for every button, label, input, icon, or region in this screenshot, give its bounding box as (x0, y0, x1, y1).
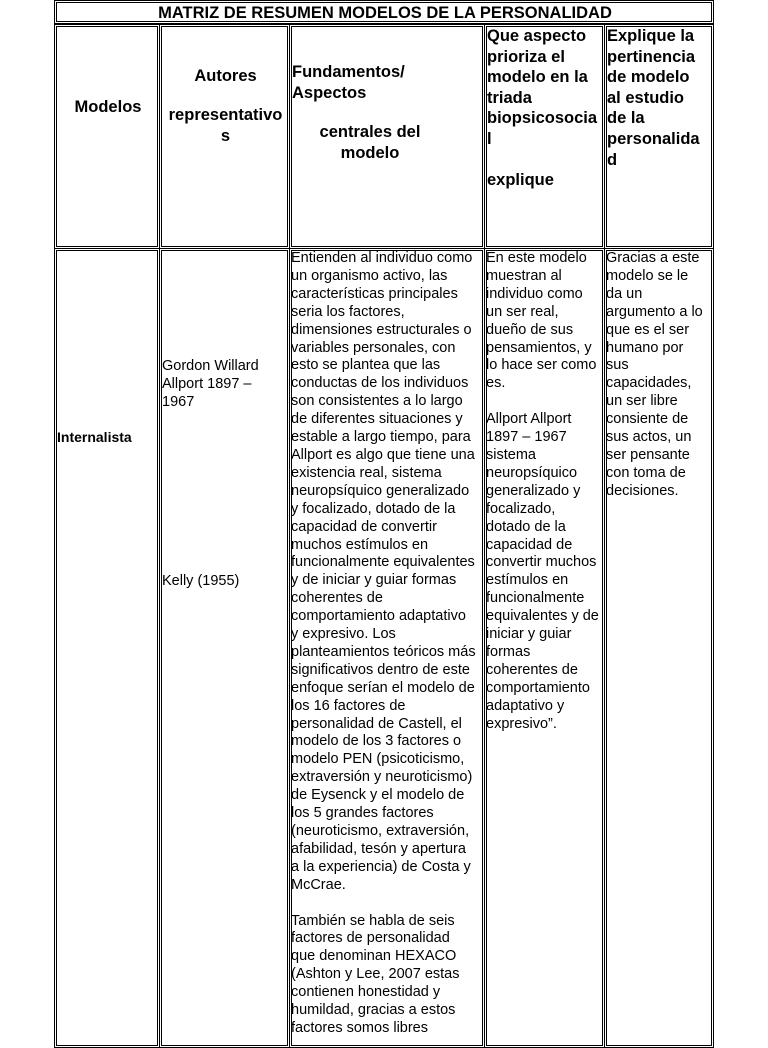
header-fundamentos-label: Fundamentos/ Aspectos (292, 63, 405, 102)
header-aspecto-label: Que aspecto prioriza el modelo en la triada biopsicosocia l explique (487, 27, 598, 190)
header-aspecto (484, 24, 605, 249)
header-autores (159, 24, 290, 249)
row-autores-cell (159, 248, 290, 1048)
row-aspecto-cell (484, 248, 605, 1048)
row-modelo-cell (54, 248, 160, 1048)
header-fundamentos (289, 24, 485, 249)
row-modelo: Internalista (57, 429, 132, 445)
row-pertinencia-text: Gracias a este modelo se le da un argumento a lo que es el ser humano por sus capacidades, un ser libre consiente de sus actos, un ser pensante con toma de decisiones. (606, 250, 703, 499)
header-modelos-label: Modelos (74, 98, 142, 116)
row-fundamentos-cell (289, 248, 485, 1048)
header-fundamentos-sublabel: centrales del modelo (319, 123, 421, 162)
summary-table (54, 0, 714, 1036)
header-autores-sublabel: representativo s (168, 106, 283, 145)
header-pertinencia-label: Explique la pertinencia de modelo al estudio de la personalida d (607, 27, 700, 169)
row-fundamentos-text: Entienden al individuo como un organismo activo, las características principales seria los factores, dimensiones estructurales o variables personales, con esto se plantea que las conductas de los individuos son consistentes a lo largo de diferentes situaciones y estable a largo tiempo, para Allport es algo que tiene una existencia real, sistema neuropsíquico generalizado y focalizado, dotado de la capacidad de convertir muchos estímulos en funcionalmente equivalentes y de iniciar y guiar formas coherentes de comportamiento adaptativo y expresivo. Los planteamientos teóricos más significativos dentro de este enfoque serían el modelo de los 16 factores de personalidad de Castell, el modelo de los 3 factores o modelo PEN (psicoticismo, extraversión y neuroticismo) de Eysenck y el modelo de los 5 grandes factores (neuroticismo, extraversión, afabilidad, tesón y apertura a la experiencia) de Costa y McCrae. También se habla de seis factores de personalidad que denominan HEXACO (Ashton y Lee, 2007 estas contienen honestidad y humildad, gracias a estos factores somos libres (291, 250, 476, 1036)
header-pertinencia (604, 24, 714, 249)
header-modelos (54, 24, 160, 249)
row-autor-kelly: Kelly (1955) (162, 573, 240, 589)
row-aspecto-text: En este modelo muestran al individuo como un ser real, dueño de sus pensamientos, y lo hace ser como es. Allport Allport 1897 – 1967 sistema neuropsíquico generalizado y focalizado, dotado de la capacidad de convertir muchos estímulos en funcionalmente equivalentes y de iniciar y guiar formas coherentes de comportamiento adaptativo y expresivo”. (486, 250, 599, 732)
row-pertinencia-cell (604, 248, 714, 1048)
table-title: MATRIZ DE RESUMEN MODELOS DE LA PERSONALIDAD (158, 4, 612, 22)
row-autor-allport: Gordon Willard Allport 1897 – 1967 (162, 358, 259, 410)
table-title-row (54, 0, 714, 24)
header-autores-label: Autores (194, 67, 257, 85)
